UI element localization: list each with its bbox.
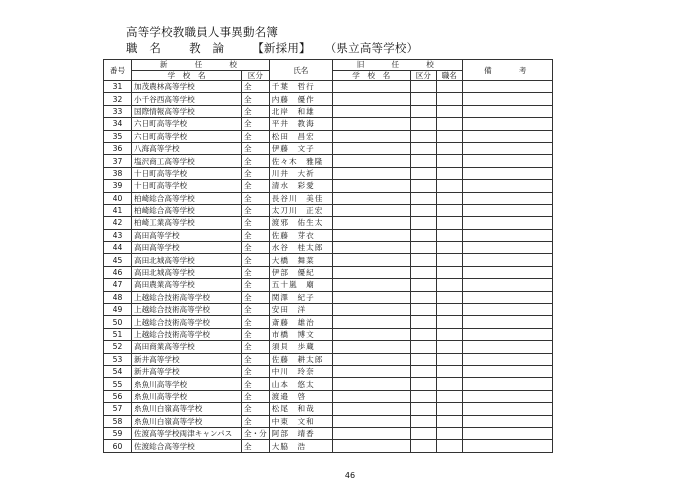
division-cell: 全 [242, 130, 270, 142]
old-school-cell [332, 390, 410, 402]
category-label: 【新採用】 [252, 41, 311, 55]
row-number: 53 [104, 353, 132, 365]
old-job-title-cell [436, 93, 462, 105]
old-school-cell [332, 427, 410, 439]
old-job-title-cell [436, 390, 462, 402]
table-row [104, 427, 553, 439]
table-row [104, 316, 553, 328]
name-cell: 清水 彩愛 [269, 180, 332, 192]
old-job-title-cell [436, 192, 462, 204]
old-job-title-cell [436, 130, 462, 142]
remarks-cell [462, 279, 552, 291]
row-number: 52 [104, 341, 132, 353]
old-division-cell [410, 365, 436, 377]
name-cell: 伊部 優紀 [269, 266, 332, 278]
table-row [104, 328, 553, 340]
old-job-title-cell [436, 266, 462, 278]
old-division-cell [410, 81, 436, 93]
old-school-cell [332, 353, 410, 365]
name-cell: 北岸 和雄 [269, 105, 332, 117]
remarks-cell [462, 254, 552, 266]
old-job-title-cell [436, 118, 462, 130]
division-cell: 全 [242, 378, 270, 390]
row-number: 49 [104, 304, 132, 316]
table-row [104, 167, 553, 179]
division-cell: 全 [242, 365, 270, 377]
name-cell: 佐藤 耕太郎 [269, 353, 332, 365]
old-job-title-cell [436, 304, 462, 316]
table-row [104, 279, 553, 291]
old-school-cell [332, 192, 410, 204]
row-number: 47 [104, 279, 132, 291]
division-cell: 全 [242, 192, 270, 204]
new-school-cell: 十日町高等学校 [132, 180, 242, 192]
header-new-post: 新 任 校 [132, 60, 270, 71]
new-school-cell: 高田商業高等学校 [132, 341, 242, 353]
old-school-cell [332, 304, 410, 316]
name-cell: 松田 昌宏 [269, 130, 332, 142]
name-cell: 中東 文和 [269, 415, 332, 427]
old-school-cell [332, 242, 410, 254]
division-cell: 全 [242, 142, 270, 154]
name-cell: 水谷 桂太郎 [269, 242, 332, 254]
old-job-title-cell [436, 229, 462, 241]
table-row [104, 204, 553, 216]
table-row [104, 403, 553, 415]
remarks-cell [462, 304, 552, 316]
row-number: 39 [104, 180, 132, 192]
row-number: 34 [104, 118, 132, 130]
row-number: 58 [104, 415, 132, 427]
division-cell: 全 [242, 316, 270, 328]
division-cell: 全 [242, 229, 270, 241]
table-row [104, 142, 553, 154]
division-cell: 全 [242, 403, 270, 415]
old-job-title-cell [436, 316, 462, 328]
old-job-title-cell [436, 155, 462, 167]
new-school-cell: 新井高等学校 [132, 365, 242, 377]
old-job-title-cell [436, 365, 462, 377]
row-number: 48 [104, 291, 132, 303]
old-school-cell [332, 130, 410, 142]
remarks-cell [462, 427, 552, 439]
new-school-cell: 十日町高等学校 [132, 167, 242, 179]
table-row [104, 242, 553, 254]
row-number: 56 [104, 390, 132, 402]
old-division-cell [410, 105, 436, 117]
old-division-cell [410, 142, 436, 154]
old-division-cell [410, 403, 436, 415]
old-school-cell [332, 266, 410, 278]
name-cell: 大脇 浩 [269, 440, 332, 452]
old-job-title-cell [436, 415, 462, 427]
table-row [104, 105, 553, 117]
division-cell: 全 [242, 105, 270, 117]
old-school-cell [332, 217, 410, 229]
remarks-cell [462, 155, 552, 167]
new-school-cell: 八海高等学校 [132, 142, 242, 154]
header-old-job-title: 職名 [436, 70, 462, 81]
old-job-title-cell [436, 180, 462, 192]
old-school-cell [332, 105, 410, 117]
name-cell: 内藤 優作 [269, 93, 332, 105]
personnel-table [103, 59, 553, 453]
division-cell: 全 [242, 291, 270, 303]
table-row [104, 266, 553, 278]
old-division-cell [410, 304, 436, 316]
old-school-cell [332, 415, 410, 427]
old-division-cell [410, 254, 436, 266]
new-school-cell: 高田北城高等学校 [132, 266, 242, 278]
row-number: 54 [104, 365, 132, 377]
scope-label: （県立高等学校） [324, 41, 419, 55]
name-cell: 長谷川 美佳 [269, 192, 332, 204]
new-school-cell: 高田農業高等学校 [132, 279, 242, 291]
old-division-cell [410, 229, 436, 241]
division-cell: 全 [242, 242, 270, 254]
new-school-cell: 柏崎工業高等学校 [132, 217, 242, 229]
old-division-cell [410, 378, 436, 390]
table-row [104, 365, 553, 377]
old-division-cell [410, 341, 436, 353]
old-division-cell [410, 266, 436, 278]
remarks-cell [462, 266, 552, 278]
new-school-cell: 高田高等学校 [132, 242, 242, 254]
row-number: 36 [104, 142, 132, 154]
table-row [104, 341, 553, 353]
old-division-cell [410, 180, 436, 192]
new-school-cell: 塩沢商工高等学校 [132, 155, 242, 167]
new-school-cell: 高田北城高等学校 [132, 254, 242, 266]
name-cell: 太刀川 正宏 [269, 204, 332, 216]
row-number: 50 [104, 316, 132, 328]
position-value: 教 論 [189, 41, 225, 55]
remarks-cell [462, 167, 552, 179]
table-row [104, 155, 553, 167]
row-number: 40 [104, 192, 132, 204]
remarks-cell [462, 204, 552, 216]
old-school-cell [332, 142, 410, 154]
division-cell: 全 [242, 155, 270, 167]
old-division-cell [410, 390, 436, 402]
remarks-cell [462, 415, 552, 427]
name-cell: 阿部 靖香 [269, 427, 332, 439]
division-cell: 全 [242, 266, 270, 278]
row-number: 38 [104, 167, 132, 179]
new-school-cell: 柏崎総合高等学校 [132, 204, 242, 216]
new-school-cell: 小千谷西高等学校 [132, 93, 242, 105]
remarks-cell [462, 341, 552, 353]
old-division-cell [410, 291, 436, 303]
table-row [104, 440, 553, 452]
name-cell: 五十嵐 廟 [269, 279, 332, 291]
new-school-cell: 国際情報高等学校 [132, 105, 242, 117]
name-cell: 安田 洋 [269, 304, 332, 316]
table-row [104, 304, 553, 316]
name-cell: 佐藤 芽衣 [269, 229, 332, 241]
table-row [104, 291, 553, 303]
new-school-cell: 加茂農林高等学校 [132, 81, 242, 93]
old-school-cell [332, 328, 410, 340]
remarks-cell [462, 328, 552, 340]
remarks-cell [462, 316, 552, 328]
table-row [104, 217, 553, 229]
old-job-title-cell [436, 167, 462, 179]
old-school-cell [332, 204, 410, 216]
old-job-title-cell [436, 353, 462, 365]
header-old-school-name: 学 校 名 [332, 70, 410, 81]
old-school-cell [332, 403, 410, 415]
table-row [104, 93, 553, 105]
division-cell: 全 [242, 204, 270, 216]
old-school-cell [332, 341, 410, 353]
row-number: 44 [104, 242, 132, 254]
division-cell: 全 [242, 93, 270, 105]
old-division-cell [410, 118, 436, 130]
old-job-title-cell [436, 242, 462, 254]
name-cell: 渡邪 佑生太 [269, 217, 332, 229]
division-cell: 全 [242, 254, 270, 266]
old-division-cell [410, 427, 436, 439]
old-division-cell [410, 167, 436, 179]
table-row [104, 130, 553, 142]
old-division-cell [410, 415, 436, 427]
old-division-cell [410, 130, 436, 142]
old-job-title-cell [436, 142, 462, 154]
row-number: 60 [104, 440, 132, 452]
old-school-cell [332, 279, 410, 291]
division-cell: 全 [242, 390, 270, 402]
old-division-cell [410, 440, 436, 452]
old-school-cell [332, 167, 410, 179]
table-row [104, 415, 553, 427]
row-number: 43 [104, 229, 132, 241]
name-cell: 平井 教海 [269, 118, 332, 130]
row-number: 55 [104, 378, 132, 390]
name-cell: 山本 悠太 [269, 378, 332, 390]
row-number: 37 [104, 155, 132, 167]
row-number: 59 [104, 427, 132, 439]
division-cell: 全 [242, 217, 270, 229]
row-number: 35 [104, 130, 132, 142]
division-cell: 全 [242, 180, 270, 192]
old-school-cell [332, 118, 410, 130]
table-row [104, 229, 553, 241]
division-cell: 全 [242, 167, 270, 179]
division-cell: 全 [242, 81, 270, 93]
remarks-cell [462, 81, 552, 93]
header-old-post: 旧 任 校 [332, 60, 462, 71]
remarks-cell [462, 105, 552, 117]
new-school-cell: 佐渡高等学校両津キャンパス [132, 427, 242, 439]
remarks-cell [462, 440, 552, 452]
document-subtitle [126, 40, 418, 56]
division-cell: 全 [242, 341, 270, 353]
old-job-title-cell [436, 279, 462, 291]
new-school-cell: 佐渡総合高等学校 [132, 440, 242, 452]
row-number: 57 [104, 403, 132, 415]
new-school-cell: 上越総合技術高等学校 [132, 304, 242, 316]
old-job-title-cell [436, 328, 462, 340]
new-school-cell: 六日町高等学校 [132, 118, 242, 130]
table-row [104, 254, 553, 266]
division-cell: 全 [242, 353, 270, 365]
header-remarks: 備 考 [462, 60, 552, 81]
new-school-cell: 糸魚川高等学校 [132, 390, 242, 402]
old-school-cell [332, 93, 410, 105]
row-number: 46 [104, 266, 132, 278]
name-cell: 渡邉 啓 [269, 390, 332, 402]
old-division-cell [410, 93, 436, 105]
new-school-cell: 上越総合技術高等学校 [132, 316, 242, 328]
division-cell: 全・分 [242, 427, 270, 439]
old-job-title-cell [436, 378, 462, 390]
name-cell: 千葉 哲行 [269, 81, 332, 93]
row-number: 32 [104, 93, 132, 105]
remarks-cell [462, 93, 552, 105]
old-school-cell [332, 316, 410, 328]
new-school-cell: 柏崎総合高等学校 [132, 192, 242, 204]
old-division-cell [410, 204, 436, 216]
table-row [104, 180, 553, 192]
table-row [104, 192, 553, 204]
row-number: 45 [104, 254, 132, 266]
old-job-title-cell [436, 403, 462, 415]
old-division-cell [410, 192, 436, 204]
remarks-cell [462, 118, 552, 130]
header-number: 番号 [104, 60, 132, 81]
remarks-cell [462, 242, 552, 254]
row-number: 41 [104, 204, 132, 216]
header-name: 氏名 [269, 60, 332, 81]
old-job-title-cell [436, 217, 462, 229]
old-job-title-cell [436, 105, 462, 117]
table-row [104, 378, 553, 390]
old-job-title-cell [436, 440, 462, 452]
remarks-cell [462, 229, 552, 241]
division-cell: 全 [242, 440, 270, 452]
name-cell: 松尾 和哉 [269, 403, 332, 415]
name-cell: 関澤 紀子 [269, 291, 332, 303]
old-school-cell [332, 155, 410, 167]
table-row [104, 118, 553, 130]
new-school-cell: 高田高等学校 [132, 229, 242, 241]
name-cell: 須貝 歩蔵 [269, 341, 332, 353]
header-division: 区分 [242, 70, 270, 81]
name-cell: 中川 玲奈 [269, 365, 332, 377]
old-job-title-cell [436, 291, 462, 303]
old-school-cell [332, 229, 410, 241]
row-number: 42 [104, 217, 132, 229]
old-division-cell [410, 279, 436, 291]
old-school-cell [332, 440, 410, 452]
old-division-cell [410, 155, 436, 167]
row-number: 31 [104, 81, 132, 93]
old-school-cell [332, 365, 410, 377]
remarks-cell [462, 192, 552, 204]
new-school-cell: 六日町高等学校 [132, 130, 242, 142]
old-school-cell [332, 254, 410, 266]
new-school-cell: 糸魚川高等学校 [132, 378, 242, 390]
table-row [104, 390, 553, 402]
remarks-cell [462, 130, 552, 142]
new-school-cell: 上越総合技術高等学校 [132, 291, 242, 303]
new-school-cell: 糸魚川白嶺高等学校 [132, 415, 242, 427]
old-school-cell [332, 291, 410, 303]
division-cell: 全 [242, 328, 270, 340]
row-number: 51 [104, 328, 132, 340]
document-title: 高等学校教職員人事異動名簿 [126, 25, 279, 39]
table-row [104, 353, 553, 365]
old-school-cell [332, 180, 410, 192]
new-school-cell: 糸魚川白嶺高等学校 [132, 403, 242, 415]
remarks-cell [462, 365, 552, 377]
division-cell: 全 [242, 118, 270, 130]
old-job-title-cell [436, 204, 462, 216]
row-number: 33 [104, 105, 132, 117]
old-job-title-cell [436, 254, 462, 266]
remarks-cell [462, 180, 552, 192]
name-cell: 川井 大祈 [269, 167, 332, 179]
new-school-cell: 上越総合技術高等学校 [132, 328, 242, 340]
old-division-cell [410, 316, 436, 328]
division-cell: 全 [242, 279, 270, 291]
old-school-cell [332, 81, 410, 93]
division-cell: 全 [242, 415, 270, 427]
remarks-cell [462, 390, 552, 402]
division-cell: 全 [242, 304, 270, 316]
name-cell: 大橋 舞菜 [269, 254, 332, 266]
remarks-cell [462, 378, 552, 390]
old-division-cell [410, 328, 436, 340]
new-school-cell: 新井高等学校 [132, 353, 242, 365]
name-cell: 斎藤 雄治 [269, 316, 332, 328]
name-cell: 市橋 博文 [269, 328, 332, 340]
old-division-cell [410, 217, 436, 229]
old-job-title-cell [436, 81, 462, 93]
old-job-title-cell [436, 427, 462, 439]
page-number: 46 [344, 471, 356, 480]
table-body [104, 81, 553, 453]
name-cell: 佐々木 雅隆 [269, 155, 332, 167]
remarks-cell [462, 142, 552, 154]
old-job-title-cell [436, 341, 462, 353]
remarks-cell [462, 353, 552, 365]
remarks-cell [462, 291, 552, 303]
header-school-name: 学 校 名 [132, 70, 242, 81]
position-label: 職 名 [126, 41, 162, 55]
header-old-division: 区分 [410, 70, 436, 81]
old-division-cell [410, 242, 436, 254]
old-division-cell [410, 353, 436, 365]
remarks-cell [462, 217, 552, 229]
old-school-cell [332, 378, 410, 390]
remarks-cell [462, 403, 552, 415]
name-cell: 伊藤 文子 [269, 142, 332, 154]
table-row [104, 81, 553, 93]
